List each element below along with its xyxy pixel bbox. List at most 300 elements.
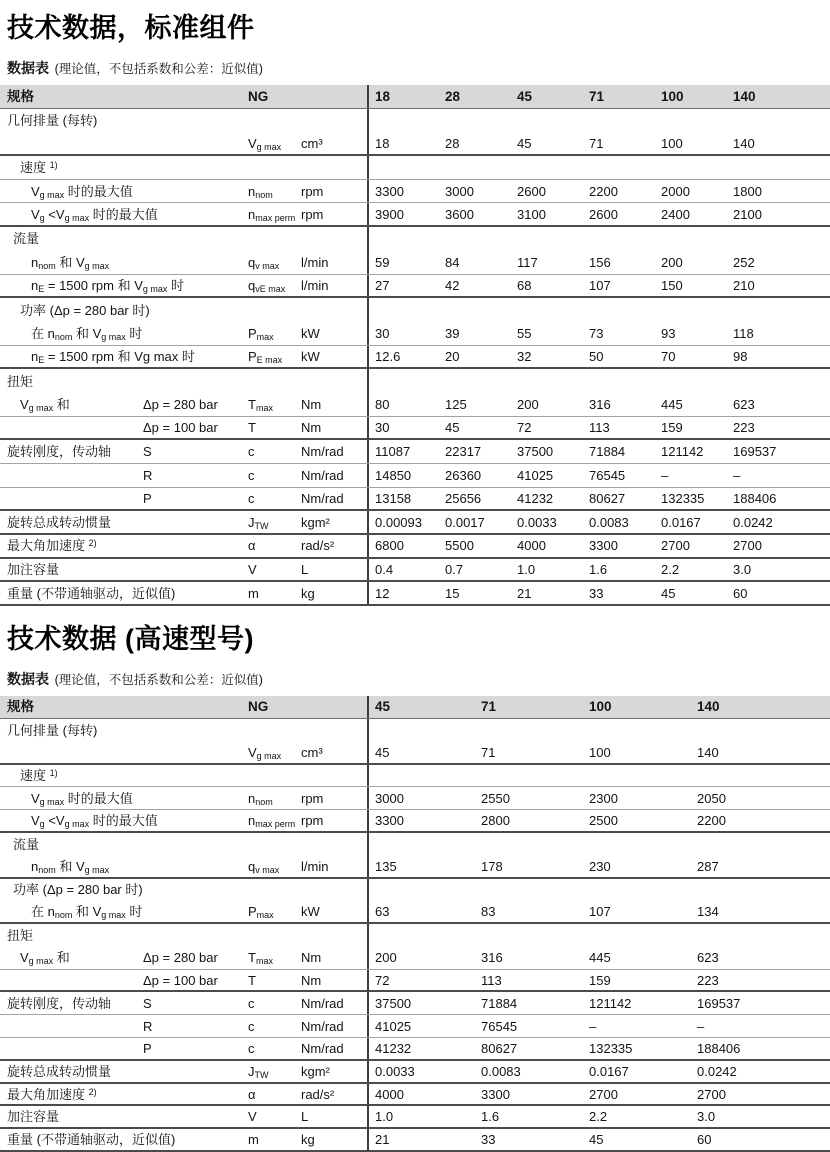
row-symbol: $T_{max}$: [248, 950, 273, 967]
cell-value: 93: [661, 325, 676, 341]
cell-value: 13158: [375, 491, 412, 507]
cell-value: 200: [375, 950, 397, 966]
cell-value: –: [697, 1018, 705, 1034]
cell-value: 3300: [375, 813, 404, 828]
table-row: [0, 156, 830, 180]
cell-value: 107: [589, 904, 611, 920]
row-label: 扭矩: [7, 927, 34, 943]
table-row: [0, 810, 830, 833]
cell-value: 25656: [445, 491, 482, 507]
cell-value: 2700: [661, 538, 690, 554]
section-high-speed: [0, 617, 830, 1152]
row-label: 加注容量: [7, 562, 60, 578]
table-row: [0, 511, 830, 535]
cell-value: 159: [589, 972, 611, 988]
cell-value: 200: [517, 396, 539, 412]
cell-value: 140: [733, 135, 755, 151]
row-label: 旋转总成转动惯量: [7, 514, 112, 530]
cell-value: 45: [517, 135, 532, 151]
row-unit: l/min: [301, 277, 329, 293]
row-label: 速度 $^{1)}$: [20, 159, 58, 175]
table-row: [0, 1106, 830, 1129]
cell-value: 42: [445, 277, 460, 293]
spec-table-standard: [0, 85, 830, 606]
cell-value: 3300: [589, 538, 618, 554]
cell-value: 2600: [589, 206, 618, 222]
row-symbol: $q_{v max}$: [248, 254, 280, 271]
cell-value: 2200: [697, 813, 726, 828]
cell-value: 1.6: [589, 562, 608, 578]
row-symbol: T: [248, 972, 256, 988]
cell-value: 11087: [375, 444, 411, 460]
row-label: 功率 (Δp = 280 bar 时): [13, 882, 143, 898]
subtitle-note: (理论值，不包括系数和公差：近似值): [54, 62, 263, 76]
cell-value: 623: [733, 396, 755, 412]
row-values: [367, 1084, 830, 1105]
table-row: [0, 346, 830, 370]
row-symbol: $P_{E max}$: [248, 348, 283, 365]
page-title-standard: 技术数据，标准组件: [7, 13, 255, 43]
row-symbol: V: [248, 1109, 257, 1125]
cell-value: 3100: [517, 206, 546, 222]
cell-value: 0.0033: [517, 514, 557, 530]
cell-value: 84: [445, 254, 460, 270]
table-row: [0, 742, 830, 765]
cell-value: 0.0167: [589, 1063, 629, 1079]
cell-value: 50: [589, 348, 604, 364]
row-values: [367, 1129, 830, 1150]
row-label: 旋转刚度，传动轴: [7, 444, 112, 460]
cell-value: 80627: [481, 1040, 518, 1056]
cell-value: –: [733, 467, 741, 483]
row-unit: kgm²: [301, 514, 330, 530]
row-label: 最大角加速度 $^{2)}$: [7, 538, 97, 554]
cell-value: 60: [733, 585, 748, 601]
row-unit: Nm/rad: [301, 1040, 344, 1056]
row-label: 功率 (Δp = 280 bar 时): [20, 302, 150, 318]
row-symbol: T: [248, 419, 256, 435]
row-symbol: c: [248, 491, 255, 507]
row-unit: Nm/rad: [301, 1018, 344, 1034]
cell-value: 188406: [697, 1040, 741, 1056]
cell-value: 41232: [375, 1040, 412, 1056]
cell-value: 3600: [445, 206, 474, 222]
row-label: 在 $n_{nom}$ 和 $V_{g max}$ 时: [31, 904, 143, 921]
row-values: [367, 488, 830, 510]
cell-value: 316: [589, 396, 611, 412]
cell-value: 2400: [661, 206, 690, 222]
row-values: [367, 582, 830, 604]
row-symbol: $P_{max}$: [248, 325, 274, 342]
cell-value: 2.2: [589, 1109, 608, 1125]
row-label: $V_{g max}$ 时的最大值: [31, 790, 133, 807]
row-values: [367, 1106, 830, 1127]
cell-value: 0.0242: [733, 514, 773, 530]
row-unit: kg: [301, 585, 315, 601]
header-size-value: 140: [697, 699, 720, 715]
cell-value: 2300: [589, 790, 618, 806]
row-symbol: α: [248, 1086, 256, 1102]
cell-value: 3000: [445, 183, 474, 199]
row-sublabel: Δp = 100 bar: [143, 419, 218, 435]
cell-value: 30: [375, 325, 390, 341]
cell-value: 210: [733, 277, 755, 293]
row-symbol: c: [248, 1040, 255, 1056]
table-row: [0, 970, 830, 993]
cell-value: 72: [375, 972, 390, 988]
row-symbol: $n_{max perm}$: [248, 813, 296, 829]
row-unit: Nm/rad: [301, 467, 344, 483]
row-symbol: c: [248, 1018, 255, 1034]
subtitle-label: 数据表: [7, 60, 49, 76]
row-values: [367, 742, 830, 763]
cell-value: 68: [517, 277, 532, 293]
row-unit: Nm/rad: [301, 995, 344, 1011]
row-label: 几何排量 (每转): [7, 113, 98, 129]
row-label: $n_E = 1500$ rpm 和 $V_{g max}$ 时: [31, 277, 185, 294]
cell-value: 140: [697, 744, 719, 760]
row-unit: L: [301, 562, 309, 578]
cell-value: 41025: [375, 1018, 412, 1034]
row-values: [367, 132, 830, 154]
cell-value: 3900: [375, 206, 404, 222]
row-unit: Nm: [301, 396, 322, 412]
row-values: [367, 203, 830, 225]
row-label: 最大角加速度 $^{2)}$: [7, 1086, 97, 1102]
row-values: [367, 322, 830, 345]
cell-value: 70: [661, 348, 676, 364]
cell-value: 26360: [445, 467, 482, 483]
row-symbol: m: [248, 585, 259, 601]
row-label: 重量 (不带通轴驱动，近似值): [7, 585, 176, 601]
section-standard: [0, 6, 830, 606]
row-sublabel: S: [143, 995, 152, 1011]
cell-value: 0.0033: [375, 1063, 415, 1079]
header-size-value: 100: [661, 88, 684, 104]
row-sublabel: R: [143, 467, 153, 483]
header-symbol-ng: NG: [248, 88, 269, 104]
cell-value: 45: [445, 419, 460, 435]
cell-value: 134: [697, 904, 719, 920]
row-unit: cm³: [301, 135, 323, 151]
table-row: [0, 879, 830, 902]
header-size-value: 100: [589, 699, 612, 715]
table-row: [0, 856, 830, 879]
cell-value: 159: [661, 419, 683, 435]
table-row: [0, 901, 830, 924]
cell-value: 135: [375, 858, 397, 874]
row-symbol: $V_{g max}$: [248, 135, 282, 152]
row-label: 加注容量: [7, 1109, 60, 1125]
row-symbol: $P_{max}$: [248, 904, 274, 921]
row-unit: l/min: [301, 858, 329, 874]
page-title-high-speed: 技术数据 (高速型号): [7, 624, 254, 655]
cell-value: 37500: [375, 995, 412, 1011]
cell-value: 150: [661, 277, 683, 293]
row-sublabel: S: [143, 444, 152, 460]
row-values: [367, 535, 830, 557]
row-values: [367, 1015, 830, 1037]
header-spec-label: 规格: [7, 699, 34, 715]
cell-value: 1800: [733, 183, 762, 199]
row-values: [367, 765, 830, 787]
row-values: [367, 511, 830, 533]
row-symbol: m: [248, 1132, 259, 1148]
cell-value: 2500: [589, 813, 618, 828]
cell-value: 3.0: [733, 562, 752, 578]
cell-value: 169537: [697, 995, 741, 1011]
cell-value: 188406: [733, 491, 777, 507]
row-values: [367, 901, 830, 922]
row-values: [367, 856, 830, 877]
row-values: [367, 156, 830, 179]
header-size-value: 45: [375, 699, 391, 715]
header-size-value: 18: [375, 88, 391, 104]
row-values: [367, 180, 830, 203]
row-label: 旋转刚度，传动轴: [7, 995, 112, 1011]
table-row: [0, 251, 830, 275]
cell-value: 37500: [517, 444, 554, 460]
row-unit: rpm: [301, 206, 324, 222]
cell-value: 18: [375, 135, 390, 151]
cell-value: 55: [517, 325, 532, 341]
cell-value: 0.00093: [375, 514, 422, 530]
cell-value: 2600: [517, 183, 546, 199]
row-label: 速度 $^{1)}$: [20, 767, 58, 783]
cell-value: 223: [697, 972, 719, 988]
cell-value: 6800: [375, 538, 404, 554]
row-symbol: $T_{max}$: [248, 396, 273, 413]
row-unit: Nm: [301, 950, 322, 966]
row-unit: rad/s²: [301, 538, 335, 554]
row-label: 流量: [13, 836, 40, 852]
row-label: $V_g <V_{g max}$ 时的最大值: [31, 813, 158, 829]
subtitle-label: 数据表: [7, 671, 49, 688]
row-symbol: $q_{v max}$: [248, 858, 280, 875]
cell-value: 63: [375, 904, 390, 920]
table-row: [0, 1129, 830, 1152]
table-row: [0, 275, 830, 299]
row-label: $V_g <V_{g max}$ 时的最大值: [31, 206, 158, 223]
cell-value: 132335: [589, 1040, 633, 1056]
cell-value: 3300: [375, 183, 404, 199]
cell-value: 27: [375, 277, 390, 293]
cell-value: 41025: [517, 467, 554, 483]
table-row: [0, 109, 830, 133]
header-size-value: 28: [445, 88, 461, 104]
table-row: [0, 833, 830, 856]
row-values: [367, 879, 830, 902]
cell-value: 41232: [517, 491, 554, 507]
cell-value: 1.0: [375, 1109, 394, 1125]
cell-value: 71: [481, 744, 496, 760]
cell-value: 98: [733, 348, 748, 364]
cell-value: 2700: [733, 538, 762, 554]
row-unit: Nm/rad: [301, 444, 344, 460]
cell-value: 83: [481, 904, 496, 920]
cell-value: 169537: [733, 444, 777, 460]
row-values: [367, 719, 830, 742]
table-subtitle-standard: [7, 58, 830, 78]
row-label: 在 $n_{nom}$ 和 $V_{g max}$ 时: [31, 325, 143, 342]
table-row: [0, 765, 830, 788]
row-values: [367, 1061, 830, 1082]
row-values: [367, 559, 830, 581]
cell-value: 121142: [661, 444, 704, 460]
cell-value: 45: [375, 744, 390, 760]
cell-value: 0.7: [445, 562, 464, 578]
cell-value: 12.6: [375, 348, 401, 364]
cell-value: 287: [697, 858, 719, 874]
row-sublabel: Δp = 280 bar: [143, 950, 218, 966]
cell-value: 21: [517, 585, 532, 601]
row-symbol: $n_{nom}$: [248, 183, 273, 200]
row-values: [367, 924, 830, 947]
cell-value: 118: [733, 325, 754, 341]
cell-value: 0.4: [375, 562, 394, 578]
table-row: [0, 992, 830, 1015]
header-size-value: 71: [589, 88, 605, 104]
row-values: [367, 369, 830, 393]
cell-value: 73: [589, 325, 604, 341]
cell-value: 76545: [589, 467, 626, 483]
row-sublabel: P: [143, 491, 152, 507]
table-row: [0, 322, 830, 346]
cell-value: 0.0083: [589, 514, 629, 530]
cell-value: 2700: [589, 1086, 618, 1102]
row-values: [367, 417, 830, 439]
cell-value: 0.0083: [481, 1063, 521, 1079]
row-sublabel: P: [143, 1040, 152, 1056]
row-values: [367, 464, 830, 487]
cell-value: 33: [589, 585, 604, 601]
row-label: 重量 (不带通轴驱动，近似值): [7, 1132, 176, 1148]
row-values: [367, 833, 830, 856]
table-row: [0, 787, 830, 810]
cell-value: 117: [517, 254, 538, 270]
cell-value: 39: [445, 325, 460, 341]
cell-value: 100: [589, 744, 611, 760]
cell-value: 32: [517, 348, 532, 364]
row-unit: kgm²: [301, 1063, 330, 1079]
cell-value: 223: [733, 419, 755, 435]
row-symbol: c: [248, 467, 255, 483]
row-sublabel: Δp = 280 bar: [143, 396, 218, 412]
row-sublabel: R: [143, 1018, 153, 1034]
cell-value: 15: [445, 585, 460, 601]
spec-table-high-speed: [0, 696, 830, 1152]
cell-value: 33: [481, 1132, 496, 1148]
table-row: [0, 1084, 830, 1107]
table-row: [0, 582, 830, 606]
table-row: [0, 417, 830, 441]
cell-value: –: [661, 467, 669, 483]
row-label: $V_{g max}$ 和: [20, 396, 70, 413]
table-row: [0, 947, 830, 970]
row-values: [367, 810, 830, 831]
header-size-value: 140: [733, 88, 756, 104]
cell-value: 230: [589, 858, 611, 874]
table-row: [0, 535, 830, 559]
cell-value: 316: [481, 950, 503, 966]
cell-value: 2550: [481, 790, 510, 806]
header-size-columns: [367, 85, 830, 108]
cell-value: 200: [661, 254, 683, 270]
cell-value: 100: [661, 135, 683, 151]
row-label: 流量: [13, 231, 40, 247]
row-label: $V_{g max}$ 和: [20, 950, 70, 967]
table-row: [0, 559, 830, 583]
cell-value: 252: [733, 254, 755, 270]
cell-value: 71884: [481, 995, 518, 1011]
row-unit: rpm: [301, 790, 324, 806]
table-row: [0, 464, 830, 488]
row-unit: Nm: [301, 972, 322, 988]
row-unit: Nm/rad: [301, 491, 344, 507]
header-size-columns: [367, 696, 830, 718]
row-values: [367, 298, 830, 322]
cell-value: 156: [589, 254, 611, 270]
row-values: [367, 109, 830, 133]
row-unit: kg: [301, 1132, 315, 1148]
cell-value: 60: [697, 1132, 712, 1148]
row-label: $n_{nom}$ 和 $V_{g max}$: [31, 858, 110, 875]
cell-value: 2000: [661, 183, 690, 199]
row-values: [367, 393, 830, 416]
cell-value: 71: [589, 135, 604, 151]
cell-value: 178: [481, 858, 503, 874]
cell-value: 28: [445, 135, 460, 151]
cell-value: 3000: [375, 790, 404, 806]
table-row: [0, 1061, 830, 1084]
row-label: 旋转总成转动惯量: [7, 1063, 112, 1079]
row-symbol: $J_{TW}$: [248, 514, 269, 531]
cell-value: 12: [375, 585, 390, 601]
row-values: [367, 992, 830, 1014]
row-values: [367, 1038, 830, 1059]
row-unit: kW: [301, 904, 320, 920]
cell-value: 4000: [375, 1086, 404, 1102]
row-label: 几何排量 (每转): [7, 722, 98, 738]
cell-value: 21: [375, 1132, 390, 1148]
table-row: [0, 719, 830, 742]
cell-value: 72: [517, 419, 532, 435]
cell-value: 445: [589, 950, 611, 966]
row-values: [367, 440, 830, 463]
cell-value: 45: [661, 585, 676, 601]
table-row: [0, 393, 830, 417]
cell-value: 0.0242: [697, 1063, 737, 1079]
cell-value: 71884: [589, 444, 626, 460]
cell-value: 0.0017: [445, 514, 485, 530]
table-subtitle-high-speed: [7, 669, 830, 689]
table-row: [0, 132, 830, 156]
table-row: [0, 1015, 830, 1038]
row-values: [367, 787, 830, 809]
cell-value: 2.2: [661, 562, 680, 578]
cell-value: 2800: [481, 813, 510, 828]
row-unit: cm³: [301, 744, 323, 760]
cell-value: 59: [375, 254, 390, 270]
row-unit: L: [301, 1109, 309, 1125]
cell-value: 22317: [445, 444, 482, 460]
cell-value: –: [589, 1018, 597, 1034]
table-row: [0, 924, 830, 947]
cell-value: 121142: [589, 995, 632, 1011]
row-symbol: c: [248, 995, 255, 1011]
row-unit: rpm: [301, 183, 324, 199]
header-size-value: 71: [481, 699, 497, 715]
